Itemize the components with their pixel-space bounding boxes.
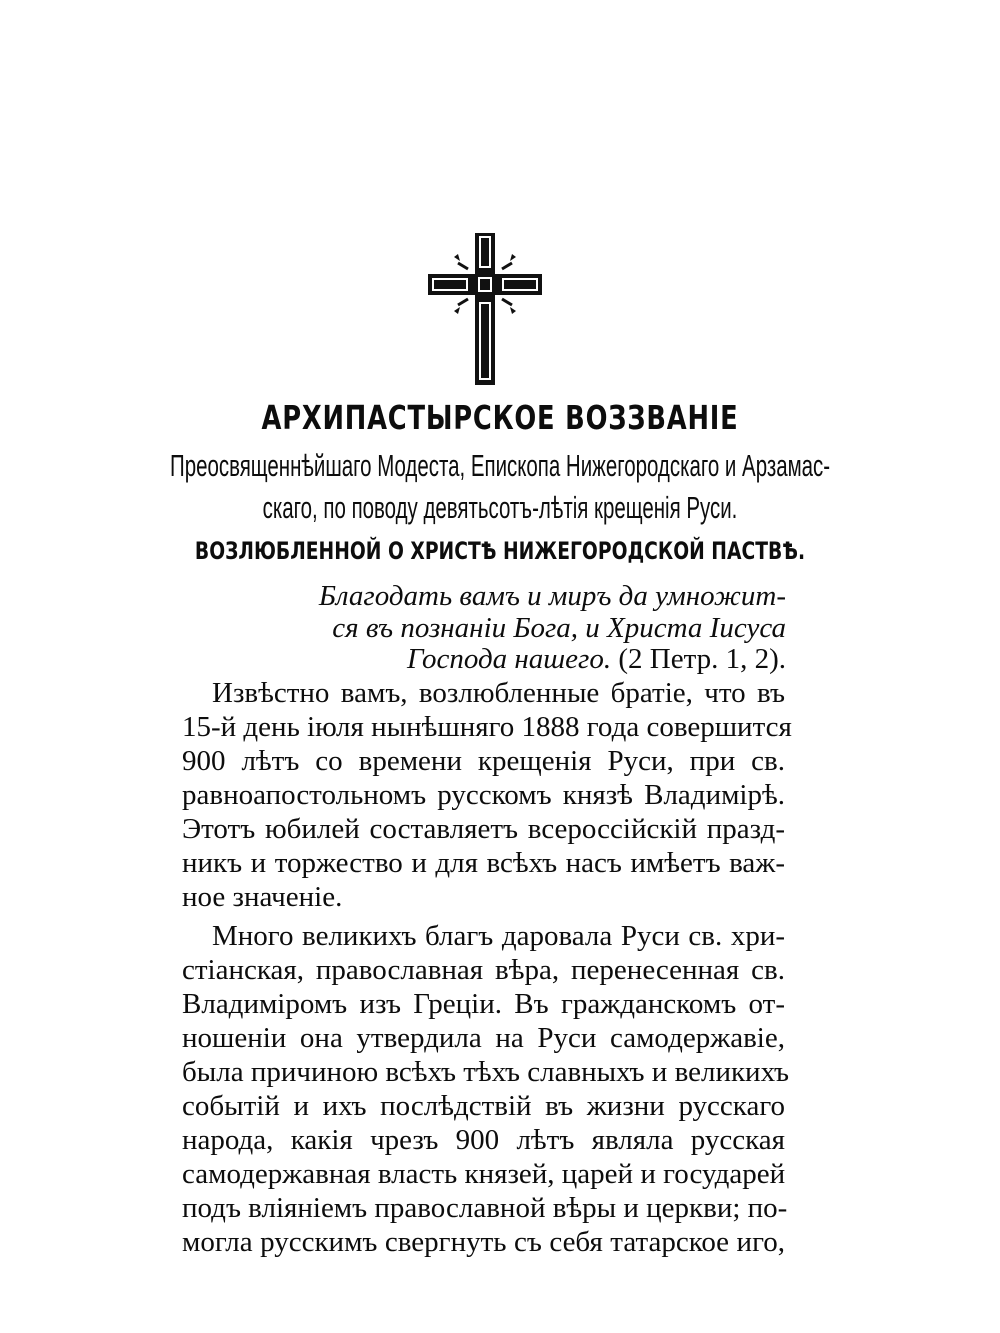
ornamental-cross-icon	[428, 233, 542, 385]
paragraph-line: ное значеніе.	[182, 881, 343, 913]
epigraph-line-2: ся въ познаніи Бога, и Христа Іисуса	[332, 612, 786, 644]
paragraph-line: событій и ихъ послѣдствій въ жизни русскаго	[182, 1090, 785, 1122]
paragraph-line: 900 лѣтъ со времени крещенія Руси, при св.	[182, 745, 785, 777]
paragraph-line: Извѣстно вамъ, возлюбленные братіе, что въ	[212, 677, 785, 709]
address-heading: ВОЗЛЮБЛЕННОЙ О ХРИСТѢ НИЖЕГОРОДСКОЙ ПАСТВѢ.	[194, 537, 806, 565]
paragraph-line: никъ и торжество и для всѣхъ насъ имѣетъ важ-	[182, 847, 785, 879]
paragraph-line: стіанская, православная вѣра, перенесенная св.	[182, 954, 785, 986]
paragraph-line: ношеніи она утвердила на Руси самодержавіе,	[182, 1022, 785, 1054]
epigraph-reference: (2 Петр. 1, 2).	[618, 643, 786, 675]
paragraph-line: Много великихъ благъ даровала Руси св. хри-	[212, 920, 785, 952]
epigraph-line-3	[407, 643, 786, 676]
paragraph-line: 15-й день іюля нынѣшняго 1888 года совершится	[182, 711, 792, 743]
epigraph-line-1: Благодать вамъ и миръ да умножит-	[318, 580, 786, 612]
paragraph-line: равноапостольномъ русскомъ князѣ Владимірѣ.	[182, 779, 785, 811]
paragraph-line: подъ вліяніемъ православной вѣры и церкви; по-	[182, 1192, 788, 1224]
subtitle-line-2: скаго, по поводу девятьсотъ-лѣтія крещенія Руси.	[262, 490, 738, 525]
epigraph-text: Господа нашего.	[406, 643, 612, 675]
document-title: АРХИПАСТЫРСКОЕ ВОЗЗВАНІЕ	[261, 398, 739, 437]
paragraph-line: могла русскимъ свергнуть съ себя татарское иго,	[182, 1226, 785, 1258]
subtitle-line-1: Преосвященнѣйшаго Модеста, Епископа Нижегородскаго и Арзамас-	[170, 448, 831, 483]
paragraph-line: самодержавная власть князей, царей и государей	[182, 1158, 786, 1190]
paragraph-line: была причиною всѣхъ тѣхъ славныхъ и великихъ	[182, 1056, 789, 1088]
paragraph-line: народа, какія чрезъ 900 лѣтъ являла русская	[182, 1124, 785, 1156]
paragraph-line: Владиміромъ изъ Греціи. Въ гражданскомъ от-	[182, 988, 785, 1020]
paragraph-line: Этотъ юбилей составляетъ всероссійскій празд-	[182, 813, 785, 845]
